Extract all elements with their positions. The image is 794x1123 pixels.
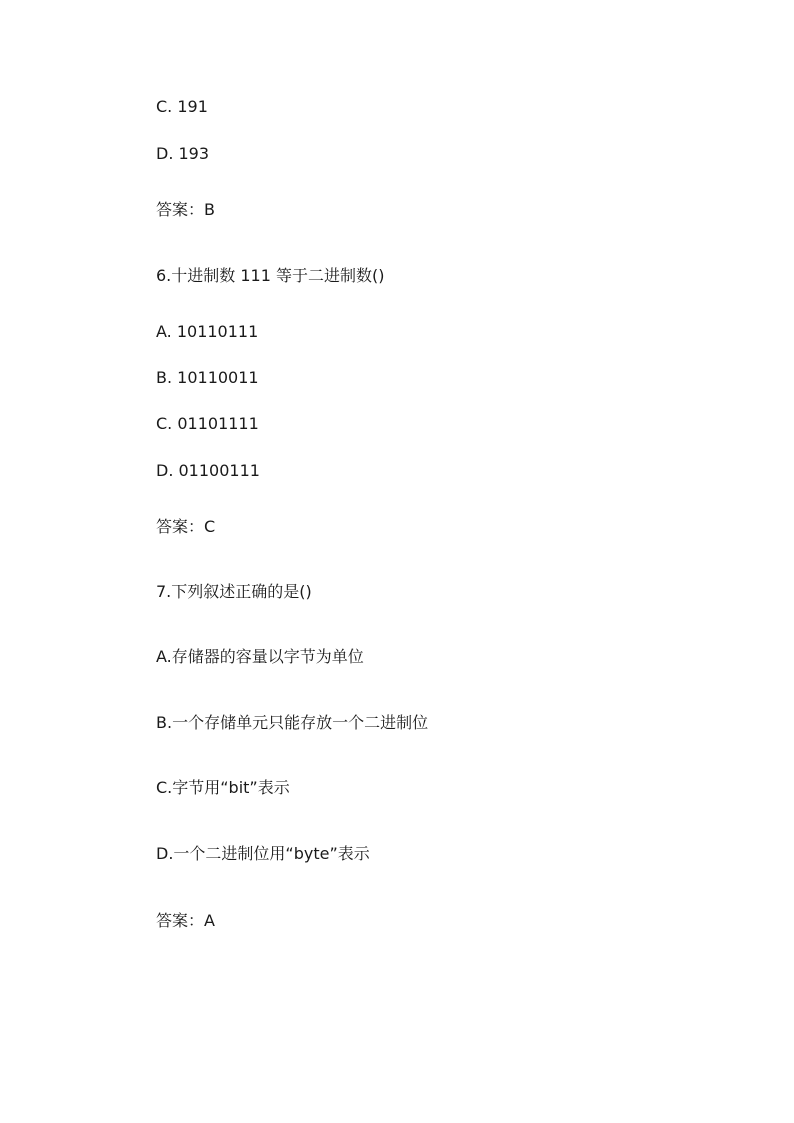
- q5-option-c: C. 191: [156, 97, 208, 116]
- q6-option-d: D. 01100111: [156, 461, 260, 480]
- q7-option-c: C.字节用“bit”表示: [156, 778, 290, 797]
- q7-option-d: D.一个二进制位用“byte”表示: [156, 844, 370, 863]
- q5-answer: 答案：B: [156, 200, 215, 219]
- q7-option-b: B.一个存储单元只能存放一个二进制位: [156, 713, 429, 732]
- q6-stem: 6.十进制数 111 等于二进制数(): [156, 266, 385, 285]
- q5-option-d: D. 193: [156, 144, 210, 163]
- q6-answer: 答案：C: [156, 517, 216, 536]
- q6-option-c: C. 01101111: [156, 414, 259, 433]
- q7-option-a: A.存储器的容量以字节为单位: [156, 647, 364, 666]
- q7-stem: 7.下列叙述正确的是(): [156, 582, 312, 601]
- q7-answer: 答案：A: [156, 911, 215, 930]
- q6-option-a: A. 10110111: [156, 322, 259, 341]
- q6-option-b: B. 10110011: [156, 368, 259, 387]
